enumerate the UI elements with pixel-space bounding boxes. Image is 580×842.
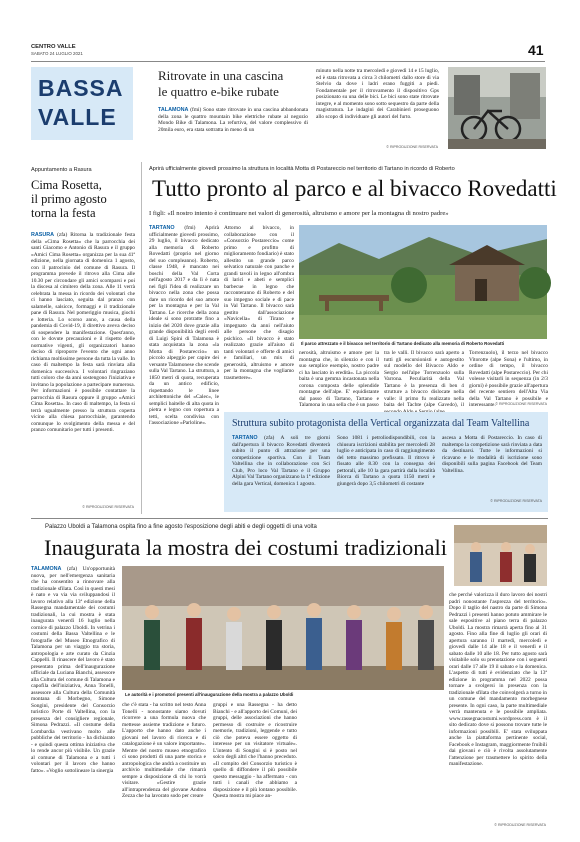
- vertical-col1-text: (zfa) A soli tre giorni dall'apertura il bivacco Rovedatti diventerà subito il punto di attrazione per una competizione sportiva. Con il Team Valtellina che in collaborazione con Sci Club, Pro loco Val Tartano e il Gruppo Alpini Val Tartano organizzano la 1ª edizione della gara Vertical, domenica 1 agosto.: [232, 435, 330, 487]
- costumi-dateline: TALAMONA: [31, 566, 62, 572]
- bikes-photo: [448, 67, 546, 149]
- column-divider: [141, 162, 142, 514]
- issue-date: SABATO 24 LUGLIO 2021: [31, 51, 83, 56]
- costumi-photo-caption: Le autorità e i promotori presenti all'inaugurazione della mostra a palazzo Uboldi: [125, 692, 294, 697]
- vertical-col1: [232, 435, 330, 507]
- costumi-credit: © RIPRODUZIONE RISERVATA: [494, 823, 546, 827]
- bivacco-col3-text: nerosità, altruismo e amore per la montagna che, in silenzio e con il suo semplice esempio, nostro padre ci ha lasciato in eredità». La piccola baita è una gemma incastonata nella corona composta delle splendide montagne dell'alpe. E' equidistante dal passo di Tartano, Tartano e Talamona in una sella che è un passo: [299, 350, 379, 408]
- bivacco-title: Tutto pronto al parco e al bivacco Rovedatti: [152, 176, 557, 201]
- paper-name: CENTRO VALLE: [31, 44, 76, 50]
- bivacco-col1-text: (fmi) Aprirà ufficialmente giovedì prossimo, 29 luglio, il bivacco dedicato alla memoria di Roberto Rovedatti (proprio nel giorno del suo compleanno). Roberto, classe 1948, è mancato nei boschi della Val Corta nell'agosto 2017 e da lì è nata nei figli l'idea di realizzare un bivacco nella zona che possa dare un ricordo del suo amore per la montagna e per la Val Tartano. Le ricerche della zona ideale si sono protratte fino a inizio del 2020 dove grazie alla grande disponibilità degli eredi di Luigi Spini di Talamona è stata acquistata la zona «la Motta di Postareccio» un piccolo alpeggio per capire dei versante Talamonese che scende sulla Val Tartano. La struttura, a 1850 metri di quota, recuperata da un antico edificio, rispettando le linee architettoniche del «Calec», le semplici baitelle di alta quota in pietra e legno con copertura a tetti, scelta condivisa con l'associazione «Parloline».: [149, 225, 219, 426]
- bikes-body2: minuto nella notte tra mercoledì e giovedì 14 e 15 luglio, ed è stata ritrovata a circa 3 chilometri dallo store di via Stelvio da dove i ladri erano fuggiti a piedi. Fondamentale per il ritrovamento il dispositivo Gps posizionato su una delle bici. Le bici sono state ritrovate integre, e al momento sono sotto sequestro da parte della magistratura. Le indagini dei Carabinieri proseguono allo scopo di individuare gli autori del furto.: [316, 68, 439, 120]
- bivacco-subtitle: I figli: «Il nostro intento è continuare nei valori di generosità, altruismo e amore per la montagna di nostro padre»: [149, 210, 449, 217]
- costumi-photo-main: [122, 566, 444, 690]
- bikes-body1: (fmi) Sono state ritrovate in una cascina abbandonata della zona le quattro mountain bike elettriche rubate al negozio Mondo Bike di Talamona. La refurtiva, del valore complessivo di 20mila euro, era stata sottratta in meno di un: [158, 107, 308, 133]
- bikes-title-line2: le quattro e-bike rubate: [158, 84, 279, 99]
- section-divider: [31, 518, 548, 519]
- rasura-body: [31, 232, 135, 502]
- vertical-col2-text: Sono 1081 i petroliodispondibili, con la chiusura iscrizioni stabilita per mercoledì 28 luglio e anticipata in caso di raggiungimento del tetto massimo prefissato. Il ritrovo è fissato alle 8.30 con la consegna dei pettorali, alle 10 la gara partirà dalla località Biorca di Tartano a quota 1150 metri e giungerà dopo 3,5 chilometri di costante: [337, 435, 435, 487]
- rasura-dateline: RASURA: [31, 232, 55, 238]
- costumi-col4-text: che perché valorizza il duro lavoro dei nostri padri nonostante l'asprezza del territorio». Dopo il taglio del nastro da parte di Simona Pedrazzi i presenti hanno potuto ammirare le sale espositive al piano terra di palazzo Uboldi. La mostra rimarrà aperta fino al 31 agosto. Fino alla fine di luglio gli orari di apertura saranno il martedì, mercoledì e giovedì dalle 14 alle 18 e il venerdì e il sabato dalle 10 alle 18. Per tutto agosto sarà visitabile solo su prenotazione con i seguenti orari dalle 17 alle 19 il sabato e la domenica. L'aspetto di tutti è evidenziato che la 13ª edizione in programma nel 2022 possa tornare a svolgersi in presenza con la tradizionale sfilata che coinvolgerà a turno in un comune del mandamento morbegnese presente. In ogni caso, la parte multimediale verrà mantenuta e le possibile ampliata. www.rassegnacostumi.wordpress.com è il sito dedicato dove si possono trovare tutte le informazioni possibili. E' stata sviluppata anche la piattaforma pertinente social, Facebook e Instagram, maggiormente fruibili dai giovani e ciò è rivolta assolutamente l'attenzione per trasmettere lo spirito della manifestazione.: [449, 592, 547, 767]
- rasura-body-text: (zfa) Ritorna la tradizionale festa della «Cima Rosetta» che la parrocchia dei santi Giacomo e Antonio di Rasura e il gruppo «Amici Cima Rosetta» organizza per la sua 41ª edizione, nella giornata di domenica 1 agosto, con il patrocinio del comune di Rasura. Il programma prevede il ritrovo alla Cima alle 10.30 per circondare gli amici scomparsi e poi la discesa al cimitero della zona. Alle 11 verrà celebrata la messa in ricordo dei volontari che ci hanno lasciato, seguita dal pranzo con salamelle, salsicce, formaggi e il tradizionale pane di Rasura. Nel pomeriggio musica, giochi e lotteria. Lo scorso anno, a causa della pandemia di Covid-19, il direttivo aveva deciso di sospendere la manifestazione. Quest'anno, con le dovute precauzioni e il rispetto delle normative vigenti, gli organizzatori hanno deciso di riproporre l'evento che ogni anno richiama moltissime persone da tutta la valle. In caso di maltempo la festa sarà rinviata alla domenica successiva. I volontari ringraziano tutti coloro che da anni sostengono l'iniziativa e invitano la popolazione a partecipare numerosa. Per informazioni è possibile contattare la parrocchia di Rasura oppure il gruppo «Amici Cima Rosetta». In caso di maltempo, la festa si terrà ugualmente presso la struttura coperta vicino alla chiesa parrocchiale, garantendo comunque lo svolgimento della messa e del pranzo comunitario per tutti i presenti.: [31, 232, 135, 433]
- vertical-col3-text: ascesa a Motta di Postareccio. In caso di maltempo la competizione sarà rinviata a data da destinarsi. Tutte le informazioni si ricavano e le modalità di iscrizione sono disponibili sulla pagina Facebook del Team Valtellina.: [442, 435, 542, 474]
- bikes-title-line1: Ritrovate in una cascina: [158, 68, 284, 83]
- bivacco-credit: © RIPRODUZIONE RISERVATA: [495, 402, 547, 406]
- costumi-photo-small: [454, 525, 547, 586]
- costumi-col2: [122, 702, 206, 822]
- bivacco-col2-text: Attorno al bivacco, in collaborazione con il «Consorzio Postareccio» come primo e profitto di miglioramento fondiario) è stato allestito un grande parco selvatico naturale con panche e grandi tavoli in legno all'ombra di larici e abeti e semplici barbecue in legno che racconteranno di Roberto e del suo impegno sociale e di pace in Val Tartano. Il bivacco sarà gestito dall'associazione «Navicella» di Tirano e impegnato da anni nell'aiuto alle persone che disagio psichico. «Il bivacco è stato realizzato grazie all'aiuto di tanti volontari e offerte di amici e familiari, un mix di generosità, altruismo e amore per la montagna che vogliamo trasmettere».: [224, 225, 294, 381]
- bivacco-col1: [149, 225, 219, 426]
- vertical-credit: © RIPRODUZIONE RISERVATA: [490, 499, 542, 503]
- bikes-col2: [316, 68, 439, 144]
- rasura-kicker: Appuntamento a Rasura: [31, 167, 92, 173]
- costumi-col3-text: gruppi e una Rassegna - ha detto Bianchi - e all'apporto dei Comuni, dei gruppi, delle associazioni che hanno permesso di costruire e ricostruire memorie, tradizioni, leggende e tutto ciò che poteva essere oggetto di interesse per un visitatore virtuale». L'intento di Songini si è posto nel solco degli altri che l'hanno preceduto. «Il compito del Consorzio turistico è quello di diffondere il più possibile questo messaggio - ha affermato - con tutti i canali che abbiamo a disposizione e il più lontano possibile. Questa mostra mi piace an-: [213, 702, 297, 799]
- bivacco-col5-text: Torrenzuolo), il terzo nel bivacco Vitorotte (alpe Sona) e l'ultimo, in ordine di tempo, il bivacco Rovedatti (alpe Postareccio). Per chi volesse visitarli in sequenza (in 2/3 giorni) è possibile grazie all'apertura del recente sentiero dell'Alta Via della Val Tartano è possibile e interessante.: [469, 350, 548, 408]
- rasura-title: [31, 178, 135, 220]
- rasura-title-line1: Cima Rosetta,: [31, 178, 102, 192]
- bivacco-col4: [384, 350, 464, 408]
- bivacco-col4-text: tra le valli. Il bivacco sarà aperto a tutti gli escursionisti e autogestito sul modello del Bivacco Aldo e Sergio nell'alpe Torrenzuolo sulla Varrona. Peculiarità della Val Tartano è la presenza di ben 4 strutture a bivacco dislocate nella valle: il primo fu realizzato nella baita del Tachte (alpe Gavedo), il: [384, 350, 464, 408]
- section-title-line1: BASSA: [38, 75, 124, 101]
- bikes-title: [158, 68, 306, 100]
- costumi-col4: [449, 592, 547, 820]
- vertical-col2: [337, 435, 435, 507]
- rasura-title-line3: torna la festa: [31, 206, 96, 220]
- bivacco-col2: [224, 225, 294, 405]
- bivacco-dateline: TARTANO: [149, 225, 175, 231]
- bivacco-col3: [299, 350, 379, 408]
- vertical-col3: [442, 435, 542, 495]
- costumi-kicker: Palazzo Uboldi a Talamona ospita fino a fine agosto l'esposizione degli abiti e degli oggetti di una volta: [45, 524, 317, 530]
- bikes-credit: © RIPRODUZIONE RISERVATA: [386, 145, 438, 149]
- page-number: 41: [528, 42, 544, 58]
- bikes-dateline: TALAMONA: [158, 107, 189, 113]
- vertical-dateline: TARTANO: [232, 435, 258, 441]
- costumi-col1: [31, 566, 115, 822]
- bivacco-kicker: Aprirà ufficialmente giovedì prossimo la struttura in località Motta di Postareccio nel territorio di Tartano in ricordo di Roberto: [149, 166, 455, 172]
- vertical-title: Struttura subito protagonista della Vertical organizzata dal Team Valtellina: [232, 418, 530, 429]
- section-title-line2: VALLE: [38, 104, 117, 130]
- rasura-credit: © RIPRODUZIONE RISERVATA: [82, 505, 134, 509]
- bikes-col1: [158, 107, 308, 151]
- costumi-col1-text: (zfa) Un'opportunità nuova, per nell'emergenza sanitaria che ha consentito a rinnovare alla tradizionale sfilata. Così in questi mesi è nato e va via via sviluppandosi il lavoro relativo alla 13ª edizione della Rassegna mandamentale dei costumi tradizionali, la cui mostra è stata inaugurata venerdì 16 luglio nella cornice di palazzo Uboldi. In vetrina i costumi della Bassa Valtellina e le fotografie del Museo Etnografico di Talamona per un viaggio tra storia, antropologia e arte curato da Cinzia Cappelli. Il rinascere del lavoro è stato presentato prima dell'inaugurazione ufficiale da Luciana Bianchi, assessore alla Cultura del comune di Talamona e capofila dell'iniziativa, Anna Tonelli, assessore alla Cultura della Comunità montana di Morbegno, Simone Songini, presidente del Consorzio turistico Porte di Valtellina, con la presenza del consigliere regionale, Simona Pedrazzi. «Il costume della Lombardia vestivano molto alle pubbliche del territorio - ha dichiarato - e quindi questa ottima iniziativa che lo rende ancor più visibile. Un grazie al comune di Talamona e a tutti i volontari per il lavoro che hanno fatto». «Voglio sottolineare la sinergia: [31, 566, 115, 774]
- costumi-title: Inaugurata la mostra dei costumi tradizionali: [44, 535, 447, 560]
- rasura-title-line2: il primo agosto: [31, 192, 107, 206]
- costumi-col2-text: che c'è stata - ha scritto nel testo Anna Tonelli - nonostante siamo dovuti ricorrere a una formula nuova che mettesse assieme tradizione e futuro. L'apporto che hanno dato anche i giovani nel lavoro di ricerca e di catalogazione è un valore importante». Mentre del nostro museo etnografico ci sono prodotti di una parte storica e antropologica che andrà a costituire un archivio multimediale che rimarrà sempre a disposizione di chi lo vorrà visitare. «Gestire grazie all'intraprendenza del giovane Andrea Zezza che ha lavorato sodo per creare: [122, 702, 206, 799]
- bivacco-photo: [299, 225, 547, 339]
- header-rule: [31, 61, 545, 62]
- costumi-col3: [213, 702, 297, 822]
- bivacco-photo-caption: Il parco attrezzato e il bivacco nel territorio di Tartano dedicato alla memoria di Roberto Rovedatti: [301, 341, 505, 346]
